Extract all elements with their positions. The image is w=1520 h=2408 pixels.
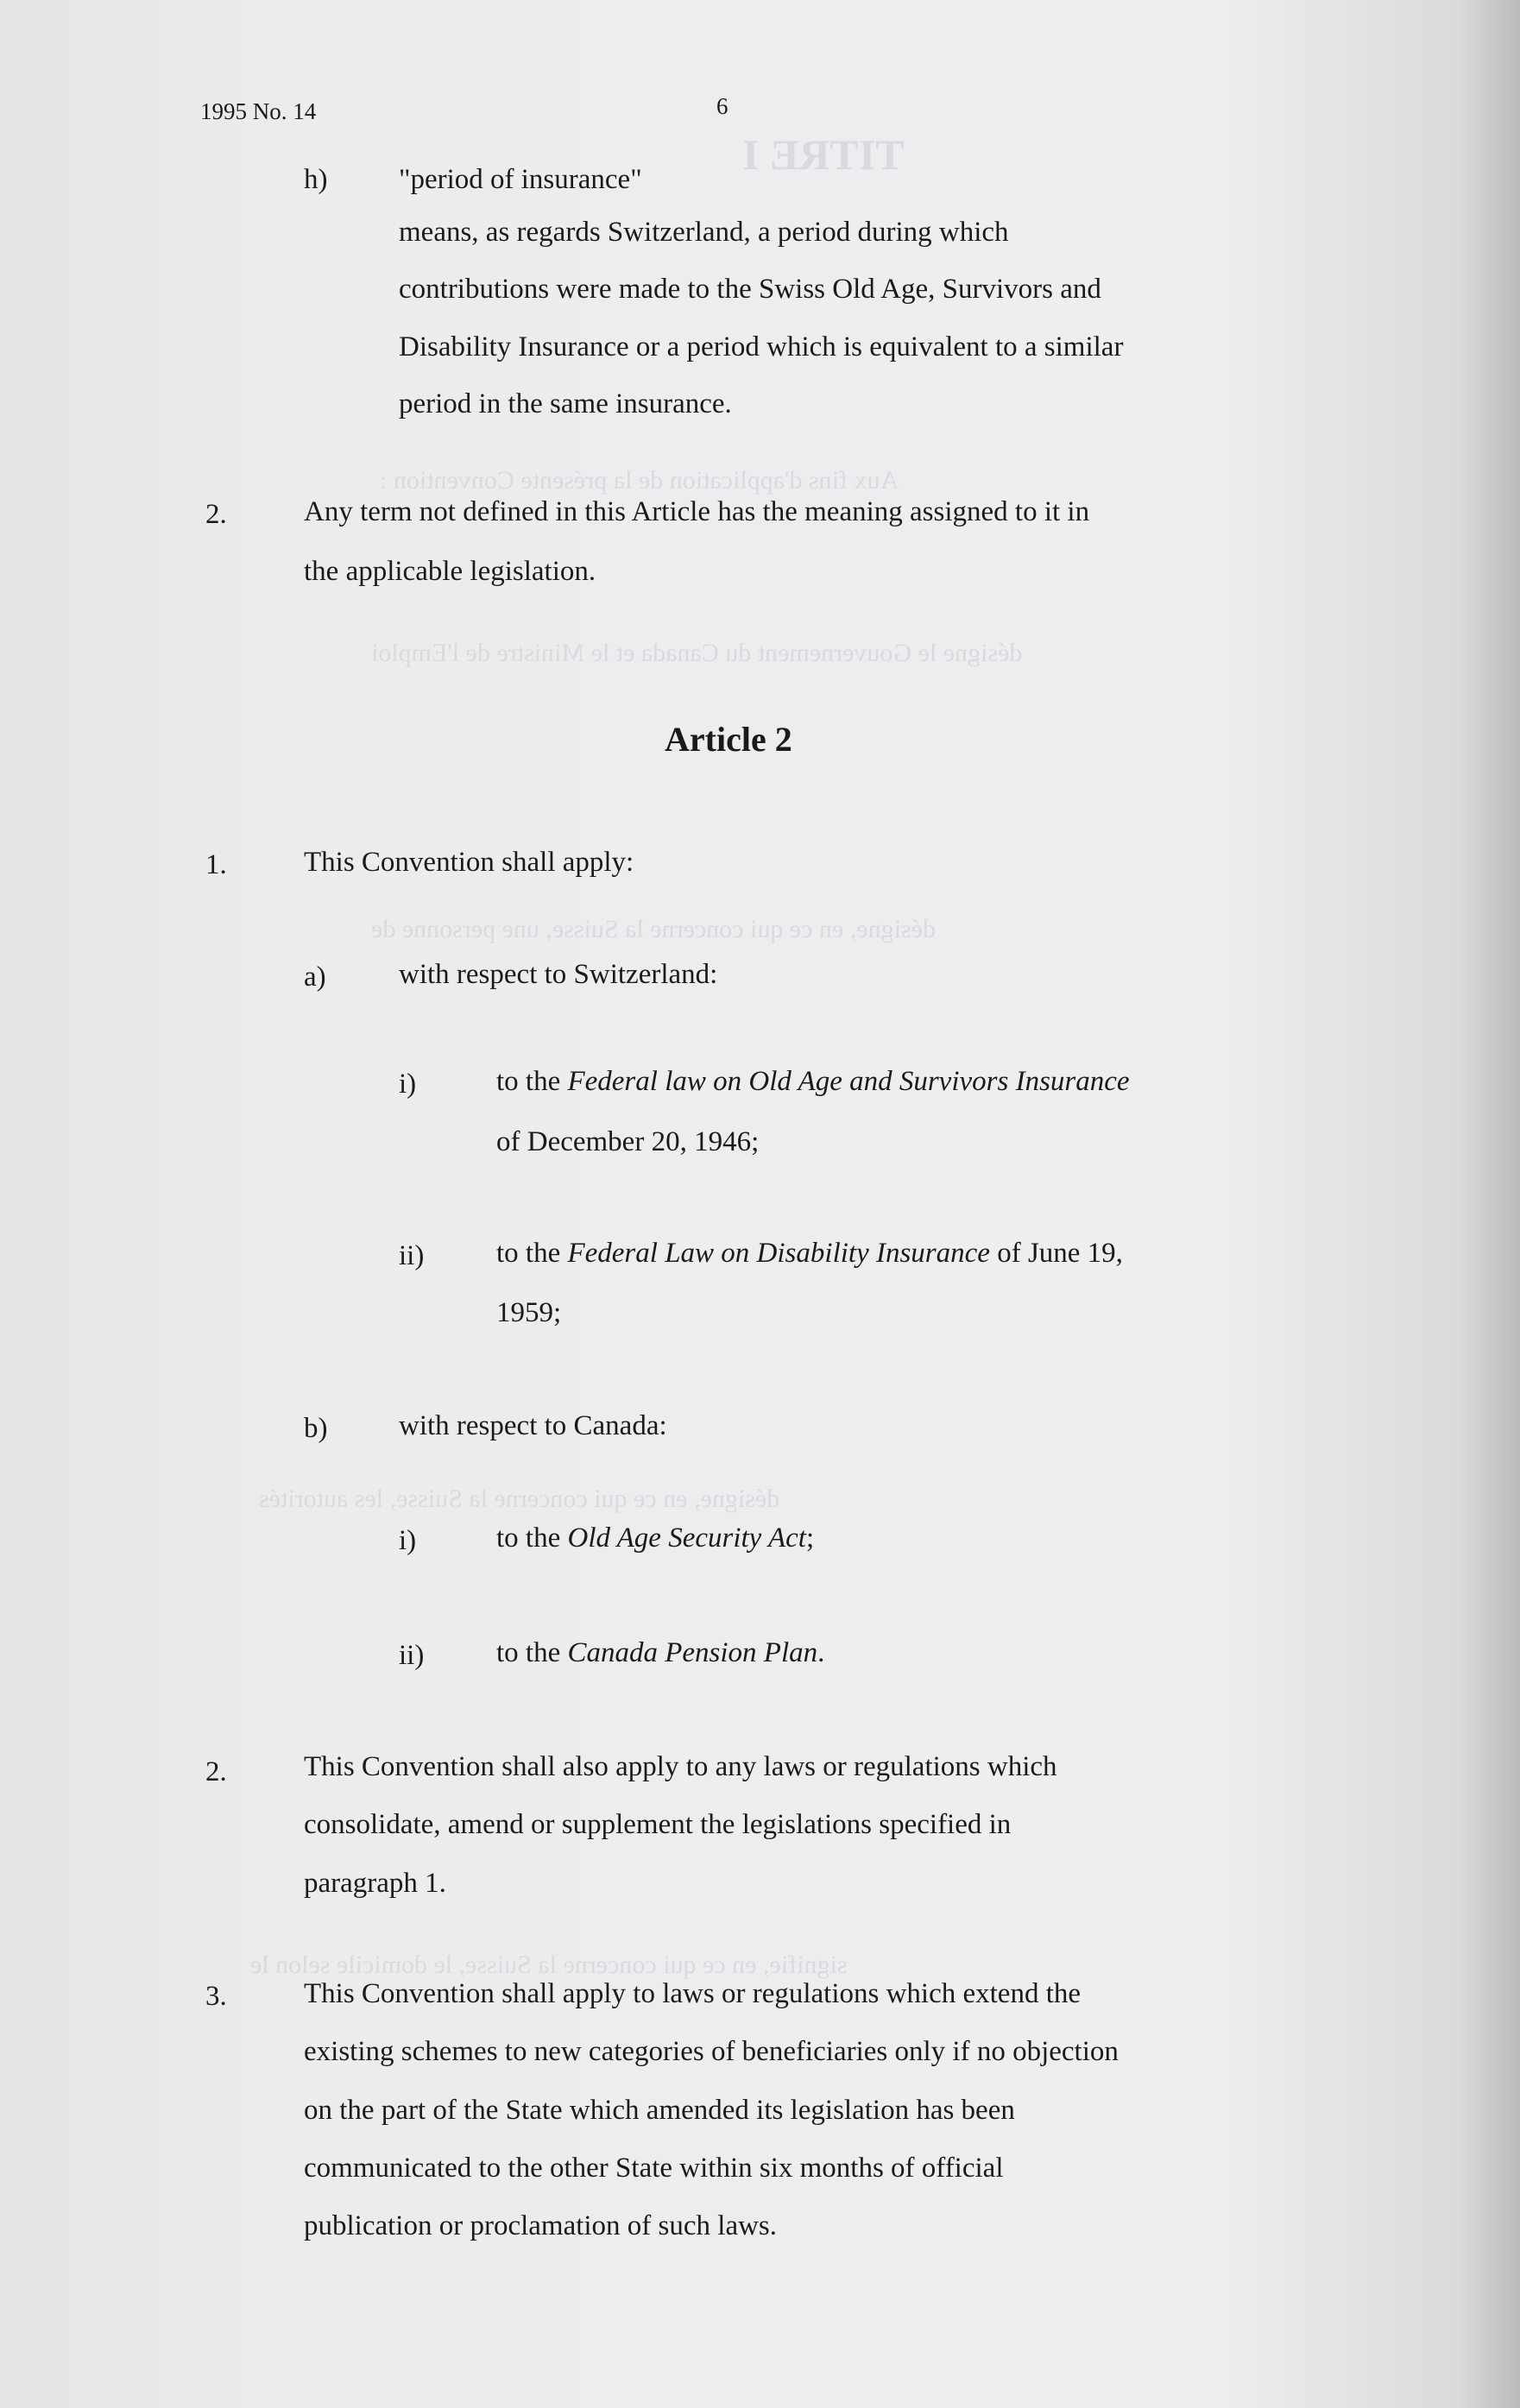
- law-title: Federal Law on Disability Insurance: [567, 1238, 990, 1269]
- subitem-prefix: to the: [496, 1522, 568, 1554]
- paragraph-line: publication or proclamation of such laws.: [304, 2210, 778, 2241]
- definition-line: period in the same insurance.: [399, 388, 732, 419]
- show-through-text: Aux fins d'application de la présente Convention :: [380, 466, 899, 495]
- subitem-suffix: of June 19,: [989, 1238, 1123, 1269]
- paragraph-number: 1.: [205, 849, 227, 880]
- subitem-prefix: to the: [496, 1637, 568, 1668]
- subitem-prefix: to the: [496, 1238, 568, 1269]
- subitem-text-continued: of December 20, 1946;: [496, 1126, 760, 1157]
- show-through-text: désigne, en ce qui concerne la Suisse, les autorités: [259, 1485, 780, 1513]
- paragraph-line: communicated to the other State within six months of official: [304, 2153, 1004, 2184]
- item-label: a): [304, 961, 326, 993]
- subitem-text: [496, 1639, 824, 1667]
- subitem-text: [496, 1524, 814, 1553]
- show-through-text: TITRE I: [742, 130, 905, 179]
- item-text: with respect to Switzerland:: [399, 959, 718, 990]
- item-text: with respect to Canada:: [399, 1410, 667, 1441]
- subitem-suffix: ;: [805, 1522, 815, 1554]
- subitem-text-continued: 1959;: [496, 1297, 562, 1328]
- paragraph-line: consolidate, amend or supplement the legislations specified in: [304, 1809, 1012, 1840]
- show-through-text: désigne le Gouvernement du Canada et le Ministre de l'Emploi: [371, 639, 1023, 667]
- publication-number: 1995 No. 14: [200, 98, 317, 124]
- paragraph-number: 2.: [205, 1756, 227, 1787]
- show-through-text: désigne, en ce qui concerne la Suisse, une personne de: [371, 915, 936, 943]
- paragraph-line: existing schemes to new categories of beneficiaries only if no objection: [304, 2036, 1119, 2067]
- page-number: 6: [716, 93, 728, 119]
- subitem-label: ii): [399, 1240, 425, 1271]
- article-heading: Article 2: [665, 720, 792, 759]
- subitem-text: [496, 1068, 1130, 1096]
- show-through-text: signifie, en ce qui concerne la Suisse, le domicile selon le: [250, 1951, 848, 1979]
- law-title: Canada Pension Plan: [567, 1637, 818, 1668]
- paragraph-line: This Convention shall also apply to any laws or regulations which: [304, 1751, 1057, 1782]
- paragraph-number: 3.: [205, 1981, 227, 2012]
- definition-term: "period of insurance": [399, 164, 642, 195]
- law-title: Old Age Security Act: [567, 1522, 806, 1554]
- subitem-prefix: to the: [496, 1066, 568, 1097]
- paragraph-line: the applicable legislation.: [304, 556, 596, 587]
- paragraph-text: This Convention shall apply:: [304, 847, 634, 878]
- paragraph-line: Any term not defined in this Article has the meaning assigned to it in: [304, 496, 1090, 527]
- law-title: Federal law on Old Age and Survivors Insurance: [567, 1066, 1130, 1097]
- subitem-text: [496, 1239, 1123, 1268]
- item-label: b): [304, 1413, 328, 1444]
- subitem-label: i): [399, 1068, 417, 1100]
- paragraph-line: on the part of the State which amended its legislation has been: [304, 2095, 1015, 2126]
- paragraph-line: paragraph 1.: [304, 1868, 446, 1899]
- subitem-label: ii): [399, 1640, 425, 1671]
- paragraph-line: This Convention shall apply to laws or regulations which extend the: [304, 1978, 1082, 2009]
- subitem-label: i): [399, 1525, 417, 1556]
- definition-line: contributions were made to the Swiss Old Age, Survivors and: [399, 274, 1101, 305]
- definition-line: Disability Insurance or a period which is equivalent to a similar: [399, 331, 1124, 362]
- definition-label: h): [304, 164, 328, 195]
- definition-line: means, as regards Switzerland, a period during which: [399, 217, 1009, 248]
- subitem-suffix: .: [817, 1637, 825, 1668]
- paragraph-number: 2.: [205, 499, 227, 530]
